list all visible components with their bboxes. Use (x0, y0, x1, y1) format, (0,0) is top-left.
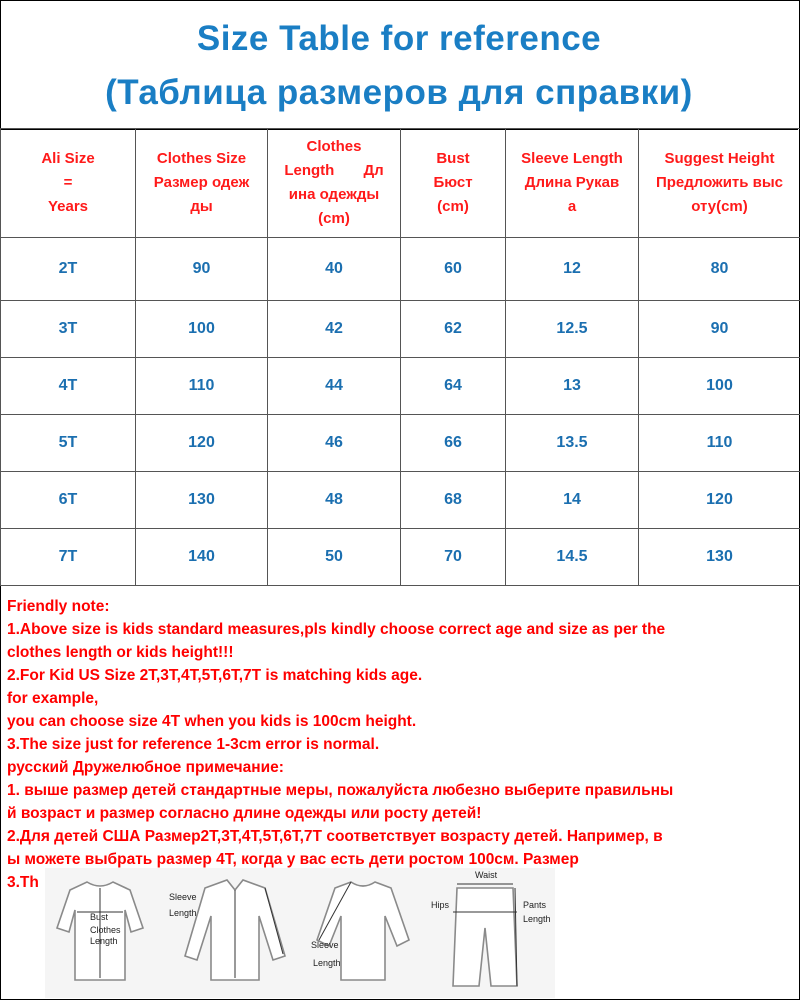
table-cell: 48 (268, 472, 401, 529)
column-header-line: Предложить выс (655, 174, 784, 191)
column-header-line: Длина Рукав (524, 174, 620, 191)
table-cell: 110 (136, 358, 268, 415)
column-header-line: (cm) (318, 210, 350, 227)
column-header (268, 129, 401, 238)
pants-label: Pants (523, 900, 547, 910)
column-header-line: = (63, 174, 73, 191)
title-area (0, 0, 798, 130)
table-cell: 100 (136, 301, 268, 358)
table-row (1, 472, 800, 529)
table-cell: 4T (1, 358, 136, 415)
table-cell: 7T (1, 529, 136, 586)
pants-icon (431, 870, 551, 986)
table-cell: 5T (1, 415, 136, 472)
note-line: русский Дружелюбное примечание: (7, 759, 284, 776)
table-body (1, 238, 800, 586)
table-cell: 140 (136, 529, 268, 586)
note-line: 1.Above size is kids standard measures,pls kindly choose correct age and size as per the (7, 621, 666, 638)
table-cell: 14.5 (506, 529, 639, 586)
table-cell: 6T (1, 472, 136, 529)
table-cell: 68 (401, 472, 506, 529)
column-header-line: Ali Size (41, 150, 95, 167)
column-header-line: Clothes Size (156, 150, 247, 167)
column-header-line: Years (47, 198, 89, 215)
table-cell: 44 (268, 358, 401, 415)
note-line: you can choose size 4T when you kids is 100cm height. (7, 713, 417, 730)
note-line: clothes length or kids height!!! (7, 644, 234, 661)
column-header (1, 129, 136, 238)
table-cell: 62 (401, 301, 506, 358)
table-cell: 14 (506, 472, 639, 529)
column-header-line: Размер одеж (153, 174, 250, 191)
table-cell: 46 (268, 415, 401, 472)
table-row (1, 415, 800, 472)
shirt-icon (169, 880, 285, 980)
table-cell: 130 (136, 472, 268, 529)
sleeve-label: Sleeve (169, 892, 197, 902)
note-line: ы можете выбрать размер 4T, когда у вас есть дети ростом 100см. Размер (7, 851, 579, 868)
table-row (1, 358, 800, 415)
table-row (1, 301, 800, 358)
column-header-line: а (567, 198, 577, 215)
table-cell: 130 (639, 529, 800, 586)
size-table (0, 128, 800, 586)
table-cell: 80 (639, 238, 800, 301)
bust-label: Bust (90, 912, 109, 922)
table-cell: 120 (136, 415, 268, 472)
table-header-row (1, 129, 800, 238)
column-header-line: ды (190, 198, 213, 215)
column-header-line: оту(cm) (691, 198, 748, 215)
table-row (1, 238, 800, 301)
column-header-line: ина одежды (288, 186, 380, 203)
waist-label: Waist (475, 870, 498, 880)
note-line: Friendly note: (7, 598, 110, 615)
table-cell: 60 (401, 238, 506, 301)
note-line: й возраст и размер согласно длине одежды или росту детей! (7, 805, 482, 822)
table-cell: 66 (401, 415, 506, 472)
sleeve-length-label: Length (169, 908, 197, 918)
pants-length-label: Length (523, 914, 551, 924)
table-cell: 64 (401, 358, 506, 415)
table-cell: 90 (639, 301, 800, 358)
note-line: 1. выше размер детей стандартные меры, пожалуйста любезно выберите правильны (7, 782, 674, 799)
note-line: 3.Th (7, 874, 39, 891)
table-cell: 13.5 (506, 415, 639, 472)
column-header-line: (cm) (437, 198, 469, 215)
table-cell: 110 (639, 415, 800, 472)
column-header (136, 129, 268, 238)
column-header-line: Suggest Height (664, 150, 775, 167)
measurement-diagram (45, 868, 555, 998)
page-subtitle: (Таблица размеров для справки) (105, 73, 693, 112)
column-header (506, 129, 639, 238)
column-header-line: Бюст (433, 174, 473, 191)
table-cell: 3T (1, 301, 136, 358)
column-header-line: Clothes (306, 138, 362, 155)
table-cell: 40 (268, 238, 401, 301)
note-line: for example, (7, 690, 99, 707)
hips-label: Hips (431, 900, 450, 910)
table-cell: 12 (506, 238, 639, 301)
column-header-line: Sleeve Length (521, 150, 623, 167)
clothes-label: Clothes (90, 925, 121, 935)
table-cell: 42 (268, 301, 401, 358)
friendly-notes (7, 595, 797, 894)
column-header-line: Bust (436, 150, 470, 167)
sleeve2-length-label: Length (313, 958, 341, 968)
measurement-diagram-svg (45, 868, 555, 998)
table-cell: 70 (401, 529, 506, 586)
note-line: 2.For Kid US Size 2T,3T,4T,5T,6T,7T is matching kids age. (7, 667, 423, 684)
table-cell: 50 (268, 529, 401, 586)
sweater-icon (57, 882, 143, 980)
table-cell: 90 (136, 238, 268, 301)
raglan-sweater-icon (311, 882, 409, 980)
table-cell: 100 (639, 358, 800, 415)
column-header (401, 129, 506, 238)
column-header (639, 129, 800, 238)
note-line: 2.Для детей США Размер2T,3T,4T,5T,6T,7T соответствует возрасту детей. Например, в (7, 828, 663, 845)
table-cell: 2T (1, 238, 136, 301)
length-label: Length (90, 936, 118, 946)
table-cell: 120 (639, 472, 800, 529)
page-title: Size Table for reference (196, 19, 602, 58)
table-cell: 12.5 (506, 301, 639, 358)
column-header-line: Length Дл (284, 162, 384, 179)
table-row (1, 529, 800, 586)
sleeve2-label: Sleeve (311, 940, 339, 950)
note-line: 3.The size just for reference 1-3cm error is normal. (7, 736, 380, 753)
table-cell: 13 (506, 358, 639, 415)
